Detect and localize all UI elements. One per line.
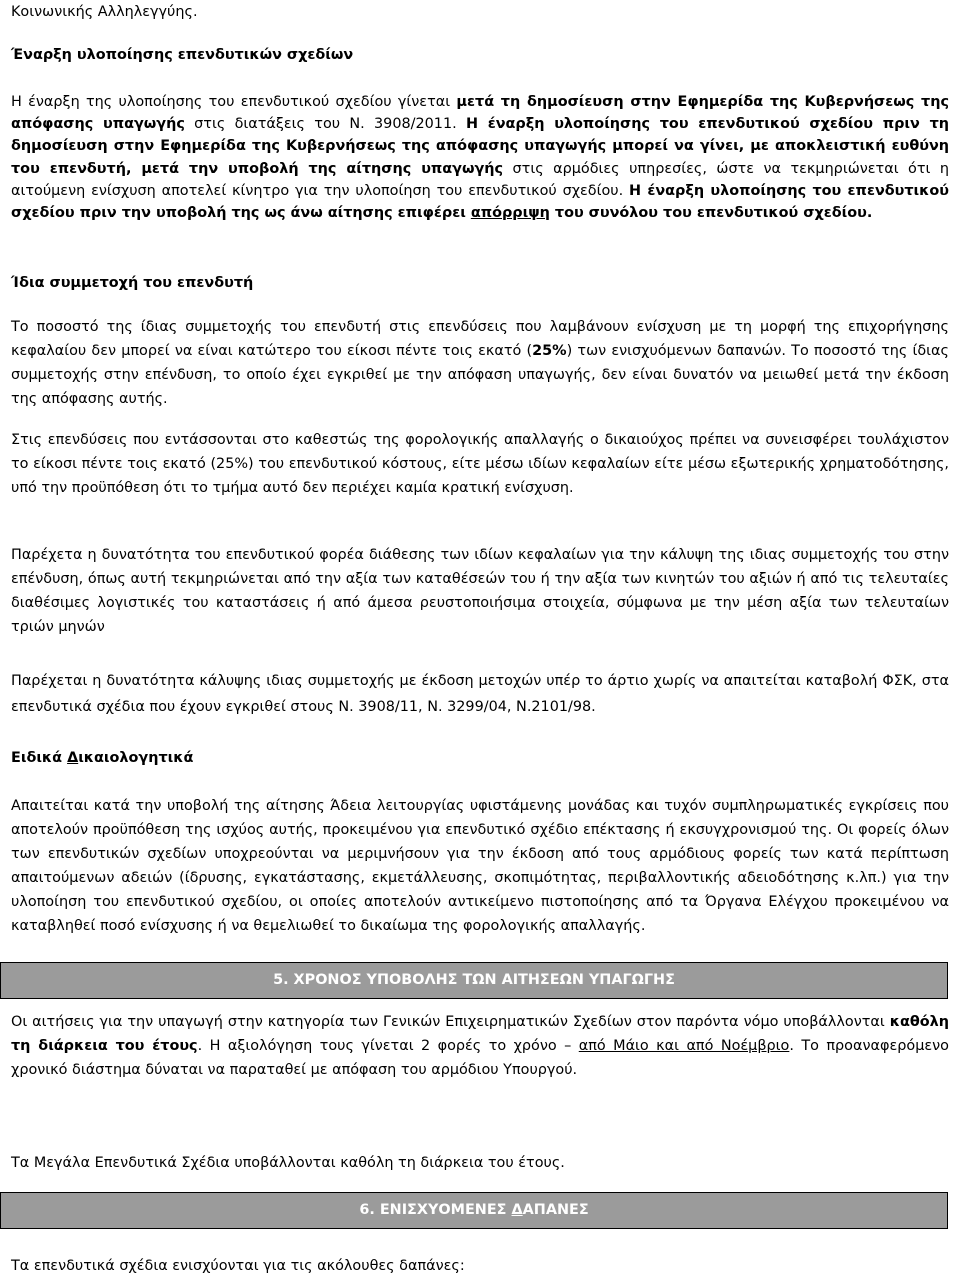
start-heading: Έναρξη υλοποίησης επενδυτικών σχεδίων — [11, 47, 354, 63]
own-heading: Ίδια συμμετοχή του επενδυτή — [11, 275, 254, 291]
own-paragraph-4: Παρέχεται η δυνατότητα κάλυψης ιδιας συμμετοχής με έκδοση μετοχών υπέρ το άρτιο χωρίς να απαιτείται καταβολή ΦΣΚ, στα επενδυτικά σχέδια που έχουν εγκριθεί στους Ν. 3908/11, Ν. 3299/04, Ν.2101/98. — [11, 673, 949, 715]
special-paragraph: Απαιτείται κατά την υποβολή της αίτησης Άδεια λειτουργίας υφιστάμενης μονάδας και τυχόν συμπληρωματικές εγκρίσεις που αποτελούν προϋπόθεση της ισχύος αυτής, προκειμένου για επενδυτικό σχέδιο επέκτασης ή εκσυγχρονισμού της. Οι φορείς όλων των επενδυτικών σχεδίων υποχρεούνται να μεριμνήσουν για την έκδοση από τους αρμόδιους φορείς των κατά περίπτωση απαιτούμενων αδειών (ίδρυσης, εγκατάστασης, εκμετάλλευσης, σκοπιμότητας, περιβαλλοντικής αδειοδότησης κ.λπ.) για την υλοποίηση του επενδυτικού σχεδίου, οι οποίες αποτελούν αντικείμενο πιστοποίησης από τα Όργανα Ελέγχου προκειμένου να καταβληθεί ποσό ενίσχυσης ή να θεμελιωθεί το δικαίωμα της φορολογικής απαλλαγής. — [11, 798, 949, 934]
start-text-a: Η έναρξη της υλοποίησης του επενδυτικού σχεδίου γίνεται — [11, 94, 457, 110]
start-text-c: στις διατάξεις του Ν. 3908/2011. — [184, 116, 466, 133]
start-text-b: μετά τη δημοσίευση στην Εφημερίδα της Κυβερνήσεως της απόφασης υπαγωγής — [11, 94, 950, 133]
section-5-paragraph-1 — [11, 1010, 949, 1082]
section-5-text-c: . Η αξιολόγηση τους γίνεται 2 φορές το χρόνο – — [197, 1038, 579, 1054]
start-text-f: Η έναρξη υλοποίησης του επενδυτικού σχεδίου πριν την υποβολή της ως άνω αίτησης επιφέρει — [11, 182, 949, 222]
intro-tail: Κοινωνικής Αλληλεγγύης. — [11, 4, 198, 20]
start-paragraph — [11, 91, 949, 224]
start-text-h: του συνόλου του επενδυτικού σχεδίου. — [549, 205, 873, 222]
section-6-paragraph: Τα επενδυτικά σχέδια ενισχύονται για τις ακόλουθες δαπάνες: — [11, 1258, 465, 1274]
section-5-text-e: . Το προαναφερόμενο χρονικό διάστημα δύναται να παραταθεί με απόφαση του αρμόδιου Υπουργού. — [11, 1038, 949, 1078]
section-5-paragraph-2: Τα Μεγάλα Επενδυτικά Σχέδια υποβάλλονται καθόλη τη διάρκεια του έτους. — [11, 1155, 565, 1171]
own-text-b: 25% — [532, 343, 567, 359]
special-heading-b: Δ — [67, 750, 79, 766]
section-5-text-b: καθόλη τη διάρκεια του έτους — [11, 1014, 949, 1054]
special-heading — [11, 746, 193, 770]
section-6-title-b: Δ — [511, 1202, 523, 1218]
own-paragraph-1 — [11, 315, 949, 411]
section-6-title-c: ΑΠΑΝΕΣ — [522, 1202, 589, 1218]
special-heading-a: Ειδικά — [11, 750, 68, 766]
start-text-g: απόρριψη — [470, 205, 550, 222]
own-text-c: ) των ενισχυόμενων δαπανών. Το ποσοστό της ίδιας συμμετοχής στην επένδυση, το οποίο έχει εγκριθεί με την απόφαση υπαγωγής, δεν είναι δυνατόν να μειωθεί μετά την έκδοση της απόφασης αυτής. — [11, 343, 949, 407]
section-5-banner: 5. ΧΡΟΝΟΣ ΥΠΟΒΟΛΗΣ ΤΩΝ ΑΙΤΗΣΕΩΝ ΥΠΑΓΩΓΗΣ — [0, 962, 948, 999]
section-5-text-d: από Μάιο και από Νοέμβριο — [578, 1038, 790, 1054]
section-6-banner — [0, 1192, 948, 1229]
own-paragraph-3: Παρέχετα η δυνατότητα του επενδυτικού φορέα διάθεσης των ιδίων κεφαλαίων για την κάλυψη της ιδιας συμμετοχής του στην επένδυση, όπως αυτή τεκμηριώνεται από την αξία των καταθέσεών του ή την αξία των κινητών του αξιών ή από τις τελευταίες διαθέσιμες λογιστικές του καταστάσεις ή από άμεσα ρευστοποιήσιμα στοιχεία, σύμφωνα με την μέση αξία των τελευταίων τριών μηνών — [11, 547, 949, 635]
special-heading-c: ικαιολογητικά — [78, 750, 194, 766]
own-paragraph-2: Στις επενδύσεις που εντάσσονται στο καθεστώς της φορολογικής απαλλαγής ο δικαιούχος πρέπει να συνεισφέρει τουλάχιστον το είκοσι πέντε τοις εκατό (25%) του επενδυτικού κόστους, είτε μέσω ιδίων κεφαλαίων είτε μέσω εξωτερικής χρηματοδότησης, υπό την προϋπόθεση ότι το τμήμα αυτό δεν περιέχει καμία κρατική ενίσχυση. — [11, 432, 949, 496]
section-5-text-a: Οι αιτήσεις για την υπαγωγή στην κατηγορία των Γενικών Επιχειρηματικών Σχεδίων στον παρόντα νόμο υποβάλλονται — [11, 1014, 890, 1030]
start-text-d: Η έναρξη υλοποίησης του επενδυτικού σχεδίου πριν τη δημοσίευση στην Εφημερίδα της Κυβερνήσεως της απόφασης υπαγωγής μπορεί να γίνει, με αποκλειστική ευθύνη του επενδυτή, μετά την υποβολή της αίτησης υπαγωγής — [11, 116, 949, 177]
own-text-a: Το ποσοστό της ίδιας συμμετοχής του επενδυτή στις επενδύσεις που λαμβάνουν ενίσχυση με τη μορφή της επιχορήγησης κεφαλαίου δεν μπορεί να είναι κατώτερο του είκοσι πέντε τοις εκατό ( — [11, 319, 949, 359]
section-6-title-a: 6. ΕΝΙΣΧΥΟΜΕΝΕΣ — [359, 1202, 512, 1218]
start-text-e: στις αρμόδιες υπηρεσίες, ώστε να τεκμηριώνεται ότι η αιτούμενη ενίσχυση αποτελεί κίνητρο για την υλοποίηση του επενδυτικού σχεδίου. — [11, 160, 949, 199]
